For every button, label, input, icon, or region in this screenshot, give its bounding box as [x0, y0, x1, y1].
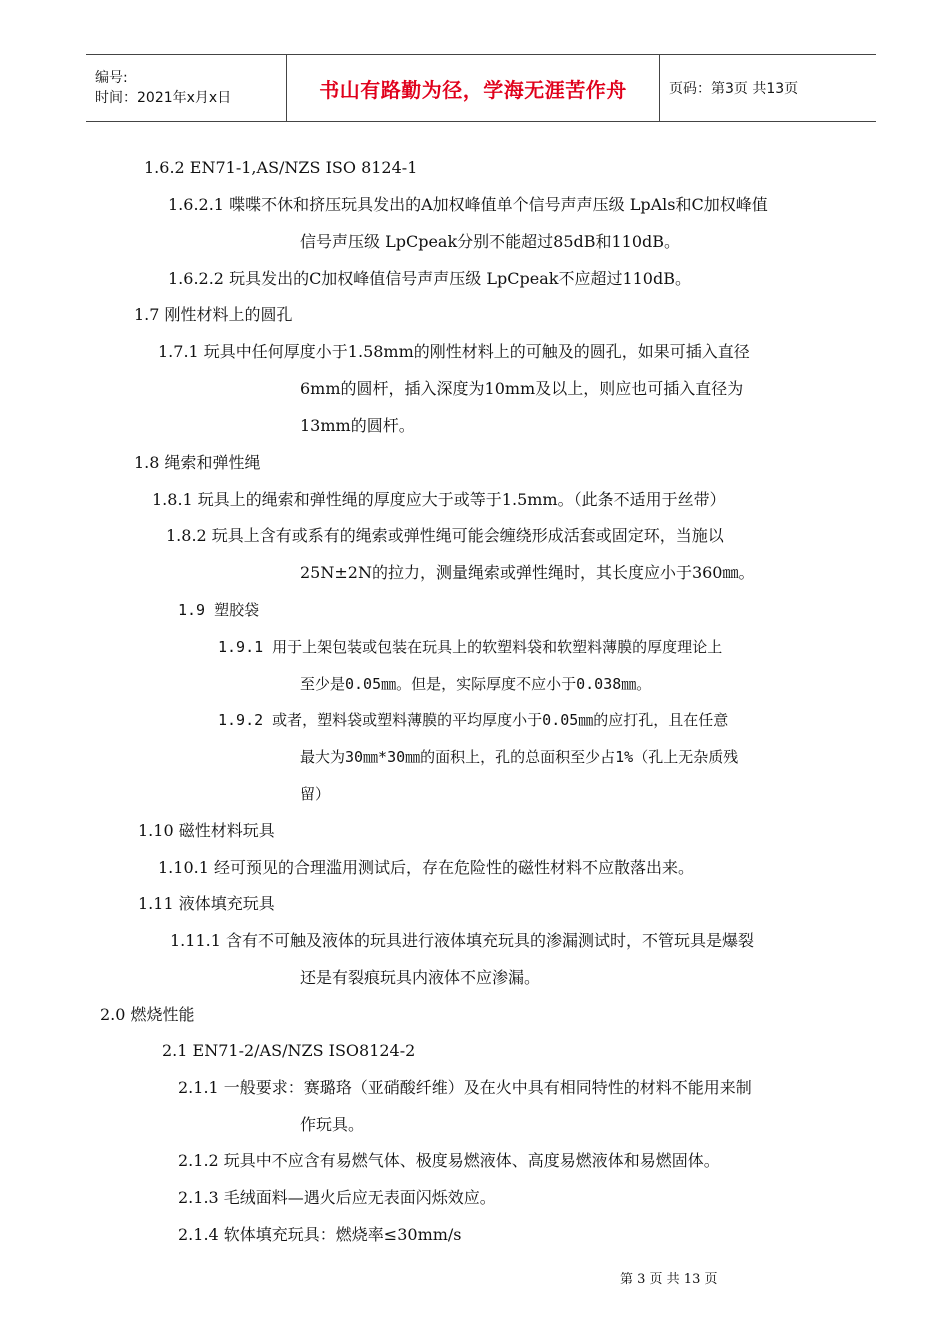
header-motto: 书山有路勤为径，学海无涯苦作舟 — [287, 55, 660, 121]
para-1-8-2-line1: 1.8.2 玩具上含有或系有的绳索或弹性绳可能会缠绕形成活套或固定环，当施以 — [166, 526, 724, 545]
para-1-10-1: 1.10.1 经可预见的合理滥用测试后，存在危险性的磁性材料不应散落出来。 — [158, 858, 694, 877]
para-1-8-1: 1.8.1 玩具上的绳索和弹性绳的厚度应大于或等于1.5mm。（此条不适用于丝带） — [152, 490, 726, 509]
header-page-info: 页码：第3页 共13页 — [669, 81, 799, 97]
section-1-9: 1.9 塑胶袋 — [178, 601, 260, 619]
para-1-8-2-line2: 25N±2N的拉力，测量绳索或弹性绳时，其长度应小于360㎜。 — [300, 563, 755, 582]
para-1-9-1-line2: 至少是0.05㎜。但是，实际厚度不应小于0.038㎜。 — [300, 675, 652, 693]
para-2-1-4: 2.1.4 软体填充玩具：燃烧率≤30mm/s — [178, 1225, 462, 1244]
page-footer: 第 3 页 共 13 页 — [620, 1272, 718, 1287]
section-1-11: 1.11 液体填充玩具 — [138, 894, 275, 913]
para-1-9-2-line3: 留） — [300, 785, 331, 803]
para-2-1-1-line2: 作玩具。 — [300, 1115, 365, 1134]
para-1-9-2-line1: 1.9.2 或者，塑料袋或塑料薄膜的平均厚度小于0.05㎜的应打孔，且在任意 — [218, 711, 729, 729]
section-1-10: 1.10 磁性材料玩具 — [138, 821, 275, 840]
section-1-7: 1.7 刚性材料上的圆孔 — [134, 305, 293, 324]
para-1-6-2-1-line1: 1.6.2.1 喋喋不休和挤压玩具发出的A加权峰值单个信号声声压级 LpAls和C加权峰值 — [168, 195, 768, 214]
section-2-1: 2.1 EN71-2/AS/NZS ISO8124-2 — [162, 1041, 416, 1060]
para-1-9-1-line1: 1.9.1 用于上架包装或包装在玩具上的软塑料袋和软塑料薄膜的厚度理论上 — [218, 638, 723, 656]
para-1-6-2-2: 1.6.2.2 玩具发出的C加权峰值信号声声压级 LpCpeak不应超过110dB。 — [168, 269, 691, 288]
para-1-11-1-line1: 1.11.1 含有不可触及液体的玩具进行液体填充玩具的渗漏测试时，不管玩具是爆裂 — [170, 931, 754, 950]
para-1-6-2-1-line2: 信号声压级 LpCpeak分别不能超过85dB和110dB。 — [300, 232, 681, 251]
page-header — [86, 54, 876, 122]
para-1-7-1-line1: 1.7.1 玩具中任何厚度小于1.58mm的刚性材料上的可触及的圆孔，如果可插入直径 — [158, 342, 750, 361]
section-1-8: 1.8 绳索和弹性绳 — [134, 453, 261, 472]
para-1-7-1-line2: 6mm的圆杆，插入深度为10mm及以上，则应也可插入直径为 — [300, 379, 744, 398]
para-1-11-1-line2: 还是有裂痕玩具内液体不应渗漏。 — [300, 968, 541, 987]
para-1-9-2-line2: 最大为30㎜*30㎜的面积上，孔的总面积至少占1%（孔上无杂质残 — [300, 748, 739, 766]
section-2-0: 2.0 燃烧性能 — [100, 1005, 195, 1024]
para-2-1-2: 2.1.2 玩具中不应含有易燃气体、极度易燃液体、高度易燃液体和易燃固体。 — [178, 1151, 720, 1170]
para-1-7-1-line3: 13mm的圆杆。 — [300, 416, 415, 435]
doc-code-label: 编号: — [95, 70, 128, 86]
para-2-1-1-line1: 2.1.1 一般要求：赛璐珞（亚硝酸纤维）及在火中具有相同特性的材料不能用来制 — [178, 1078, 752, 1097]
header-left-cell — [86, 55, 287, 121]
section-1-6-2: 1.6.2 EN71-1,AS/NZS ISO 8124-1 — [144, 158, 418, 177]
para-2-1-3: 2.1.3 毛绒面料—遇火后应无表面闪烁效应。 — [178, 1188, 496, 1207]
doc-time-label: 时间：2021年x月x日 — [95, 90, 232, 106]
